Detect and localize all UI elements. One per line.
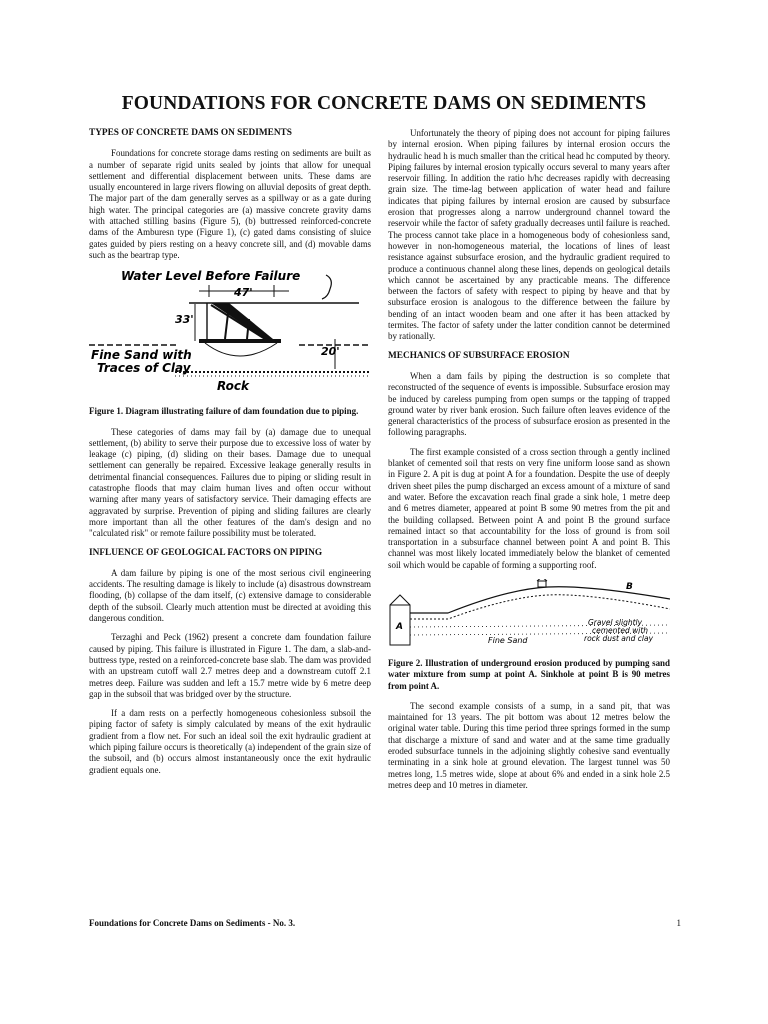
footer-title: Foundations for Concrete Dams on Sediments - No. 3. (89, 918, 296, 928)
rock-label: Rock (217, 379, 249, 394)
page-number: 1 (676, 918, 681, 928)
paragraph: Foundations for concrete storage dams resting on sediments are built as a number of separate rigid units sealed by joints that allow for unequal settlement and differential displacement between units. These dams are usually encountered in large rivers flowing on alluvial deposits of great depth. The major part of the dam generally serves as a spillway or as a gate during high water. The principal categories are (a) massive concrete gravity dams with attached stilling basins (Figure 5), (b) buttressed reinforced-concrete dams of the Amburesn type (Figure 1), (c) gated dams consisting of sluice gates guided by piers resting on a heavy concrete sill, and (d) movable dams such as the beartrap type. (89, 148, 371, 260)
page-title: FOUNDATIONS FOR CONCRETE DAMS ON SEDIMENTS (121, 93, 647, 114)
dim-47-label: 47' (234, 286, 253, 300)
sand-label-line1: Fine Sand with (91, 348, 192, 363)
section-heading-types: TYPES OF CONCRETE DAMS ON SEDIMENTS (89, 128, 292, 138)
left-column (89, 128, 371, 784)
underground-erosion-diagram (388, 579, 670, 649)
figure-1 (89, 269, 371, 397)
point-b-label: B (626, 581, 633, 592)
point-a-label: A (396, 621, 403, 632)
section-heading-mechanics: MECHANICS OF SUBSURFACE EROSION (388, 350, 570, 361)
fine-sand-label: Fine Sand (488, 635, 528, 645)
page-footer (89, 918, 681, 928)
paragraph: The first example consisted of a cross section through a gently inclined blanket of cemented soil that rests on very fine uniform loose sand as shown in Figure 2. A pit is dug at point A for a foundation. Despite the use of deeply driven sheet piles the pump discharged an excess amount of a mixture of sand and water. Before the excavation reach final grade a sink hole, 1 metre deep and 6 metres diameter, appeared at point B some 90 metres from the pit and the building collapsed. Between point A and point B the ground surface remained intact so that accountability for the loss of ground is from soil transportation in a subsurface channel between point A and point B. This channel was most likely located immediately below the blanket of cemented soil which would be capable of forming a supporting roof. (388, 446, 670, 570)
right-column (388, 128, 670, 799)
dam-failure-diagram (89, 269, 371, 397)
gravel-label-line1: Gravel slightly (588, 617, 643, 627)
dim-33-label: 33' (175, 313, 194, 327)
paragraph: Terzaghi and Peck (1962) present a concrete dam foundation failure caused by piping. This failure is illustrated in Figure 1. The dam, a slab-and-buttress type, rested on a reinforced-concrete base slab. The dam was provided with an upstream cutoff wall 2.7 metres deep and a downstream cutoff 2.1 metres deep. Failure was sudden and left a 15.7 metre wide by 6 metre deep gap in the subsoil that was bridged over by the structure. (89, 632, 371, 699)
gravel-label-line2: cemented with (592, 625, 649, 635)
sand-label-line2: Traces of Clay (97, 361, 191, 376)
figure-1-caption: Figure 1. Diagram illustrating failure of dam foundation due to piping. (89, 406, 359, 417)
paragraph: A dam failure by piping is one of the most serious civil engineering accidents. The resulting damage is likely to include (a) disastrous downstream flooding, (b) collapse of the dam itself, (c) extensive damage to considerable depth of the subsoil. Clearly much attention must be directed at avoiding this dangerous condition. (89, 567, 371, 624)
paragraph: The second example consists of a sump, in a sand pit, that was maintained for 13 years. The pit bottom was about 12 metres below the original water table. During this time period three springs formed in the sump that discharge a mixture of sand and water and at the same time gradually eroded subsurface tunnels in the adjoining slightly cohesive sand eventually terminating in a sink hole at ground elevation. The largest tunnel was 50 metres long, 1.5 metres wide, slope at about 6% and ended in a sink hole 2.5 metres deep and 10 metres in diameter. (388, 700, 670, 790)
paragraph: These categories of dams may fail by (a) damage due to unequal settlement, (b) ability to serve their purpose due to excessive loss of water by leakage (c) piping, (d) sliding on their bases. Damage due to unequal settlement can generally be repaired. Excessive leakage generally results in detrimental financial consequences. Failures due to piping or sliding result in catastrophe floods that may claim human lives and often occur without warning after many years of satisfactory service. Their damaging effects are aggravated by surprise. Prevention of piping and sliding failures are clearly more important than all the other features of the dam's design and no "calculated risk" or remote failure possibility must be tolerated. (89, 426, 371, 539)
figure-2-caption: Figure 2. Illustration of underground erosion produced by pumping sand water mixture from sump at point A. Sinkhole at point B is 90 metres from point A. (388, 657, 670, 691)
water-level-label: Water Level Before Failure (121, 269, 301, 284)
paragraph: When a dam fails by piping the destruction is so complete that reconstructed of the sequence of events is impossible. Subsurface erosion may be induced by careless pumping from open sumps or the tapping of trapped ground water by river bank erosion. Such failure often leaves evidence of the general characteristics of the process of subsurface erosion as presented in the following paragraphs. (388, 370, 670, 438)
paragraph: If a dam rests on a perfectly homogeneous cohesionless subsoil the piping factor of safety is simply calculated by means of the exit hydraulic gradient from a flow net. For such an ideal soil the exit hydraulic gradient at which piping failure occurs is theoretically (a) independent of the grain size of the subsoil, and (b) occurs almost instantaneously once the exit hydraulic gradient equals one. (89, 708, 371, 775)
section-heading-geological: INFLUENCE OF GEOLOGICAL FACTORS ON PIPING (89, 547, 323, 558)
dim-20-label: 20' (321, 345, 340, 359)
figure-2 (388, 579, 670, 649)
gravel-label-line3: rock dust and clay (584, 633, 654, 643)
paragraph: Unfortunately the theory of piping does not account for piping failures by internal erosion. When piping failures by internal erosion occurs the hydraulic head h is much smaller than the critical head hc computed by theory. Piping failures by internal erosion typically occurs several to many years after reservoir filling. In addition the ratio h/hc decreases rapidly with decreasing grain size. The time-lag between application of water head and failure indicates that piping failures by internal erosion are caused by subsurface erosion that progresses along a narrow underground channel toward the reservoir while the factor of safety gradually decreases until failure is reached. The process cannot take place in a homogeneous body of cohesionless sand, however in non-homogeneous material, the locations of lines of least resistance against subsurface erosion, and the hydraulic gradient required to produce a continuous channel along these lines, depends on geological details which cannot be ascertained by any practicable means. The difference between the factors of safety with respect to piping by heave and that by subsurface erosion is analogous to the difference between the failure by bending of an intact wooden beam and one after it has been attacked by termites. The factor of safety under the latter condition cannot be determined by rationally. (388, 128, 670, 342)
